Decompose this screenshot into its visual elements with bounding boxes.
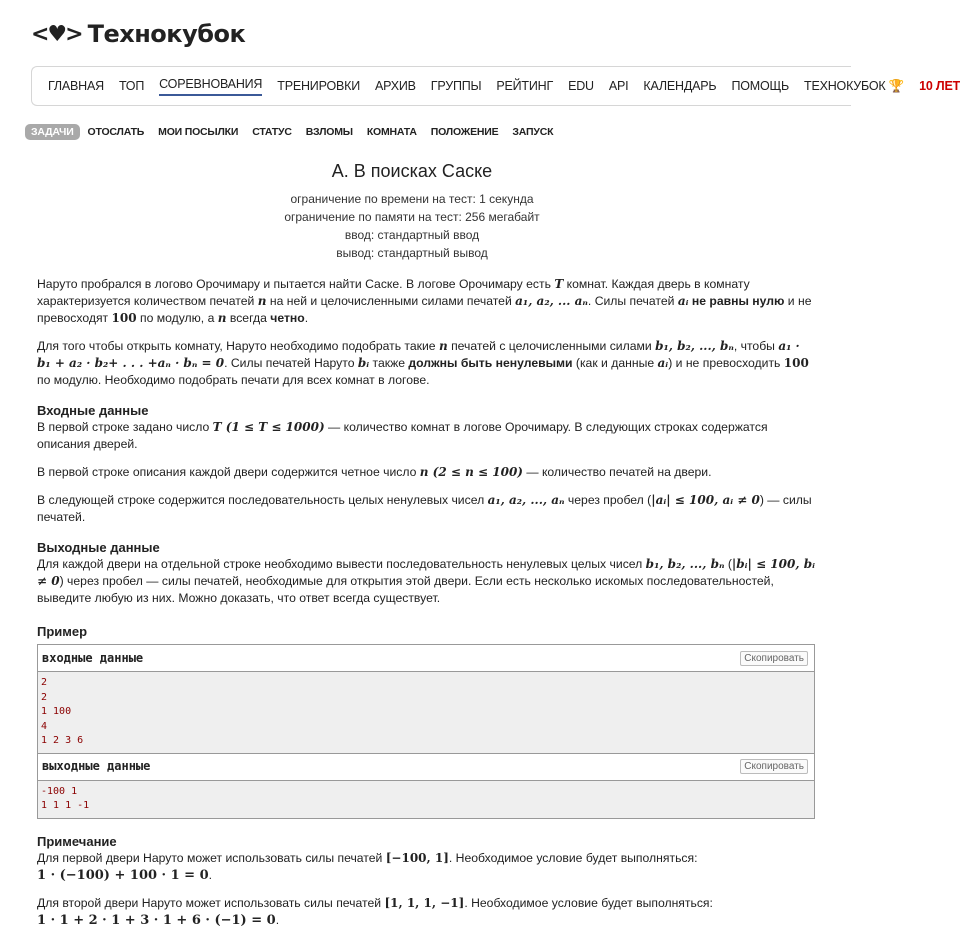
submenu-standings[interactable]: ПОЛОЖЕНИЕ [430,126,499,138]
text: . Необходимое условие будет выполняться: [464,895,713,910]
text: — количество печатей на двери. [522,465,712,479]
text: Для первой двери Наруто может использовать силы печатей [37,850,386,865]
text: по модулю, а [136,311,218,325]
sample-heading: Пример [37,624,88,639]
legend-paragraph-1 [37,276,815,327]
bold-text: должны быть ненулевыми [408,356,573,370]
menu-item-api[interactable]: API [608,79,629,93]
menu-item-help[interactable]: ПОМОЩЬ [731,79,790,93]
text: также [369,356,409,370]
math: b₁, b₂, ..., bₙ [645,557,725,571]
math: [−100, 1] [385,850,449,865]
text: комнат. Каждая дверь в комнату характеризуется количеством печатей [37,277,750,308]
text: Наруто пробрался в логово Орочимару и пытается найти Саске. В логове Орочимару есть [37,277,555,291]
output-spec-paragraph [37,556,815,607]
menu-item-top[interactable]: ТОП [118,79,145,93]
input-spec-heading: Входные данные [37,403,149,418]
menu-item-contests[interactable]: СОРЕВНОВАНИЯ [159,77,262,96]
math: 100 [111,311,137,325]
problem-statement [37,276,815,940]
text: . [304,311,309,325]
input-spec-paragraph-2 [37,464,815,481]
menu-item-calendar[interactable]: КАЛЕНДАРЬ [643,79,717,93]
math: aᵢ [677,294,689,308]
text: (как и данные [572,356,658,370]
menu-item-edu[interactable]: EDU [568,79,594,93]
text: Для второй двери Наруто может использовать силы печатей [37,895,385,910]
logo-text: Технокубок [87,20,246,48]
text: . Силы печатей Наруто [224,356,358,370]
submenu-custom-invocation[interactable]: ЗАПУСК [512,126,554,138]
submenu-problems[interactable]: ЗАДАЧИ [25,124,80,140]
output-file: вывод: стандартный вывод [336,246,488,260]
math: 1 · 1 + 2 · 1 + 3 · 1 + 6 · (−1) = 0 [37,912,276,928]
text: В первой строке задано число [37,420,213,434]
problem-header [0,161,824,262]
math: |bᵢ| ≤ 100, bᵢ ≠ 0 [37,557,815,588]
sample-input-text: 2 2 1 100 4 1 2 3 6 [38,672,814,753]
math: 1 · (−100) + 100 · 1 = 0 [37,867,209,883]
sample-output-label: выходные данные [42,759,151,773]
input-spec-paragraph-1 [37,419,815,453]
sample-input-label: входные данные [42,650,144,665]
input-file: ввод: стандартный ввод [344,228,480,242]
math: b₁, b₂, ..., bₙ [655,339,734,353]
math: n [257,294,267,308]
note-heading: Примечание [37,833,117,849]
menu-item-archive[interactable]: АРХИВ [374,79,416,93]
menu-item-home[interactable]: ГЛАВНАЯ [48,79,104,93]
text: ) и не превосходить [668,356,784,370]
input-spec-paragraph-3 [37,492,815,526]
main-menu [31,66,960,106]
math: a₁, a₂, ... aₙ [515,294,588,308]
menu-item-groups[interactable]: ГРУППЫ [430,79,482,93]
contest-submenu [25,124,561,140]
sample-output-header [38,753,814,781]
text: В следующей строке содержится последовательность целых ненулевых чисел [37,493,488,507]
math: T [554,277,564,291]
submenu-my-submissions[interactable]: МОИ ПОСЫЛКИ [158,126,239,138]
text: всегда [226,311,271,325]
menu-item-technocup[interactable]: ТЕХНОКУБОК 🏆 [804,78,905,93]
legend-paragraph-2 [37,338,815,389]
math: |aᵢ| ≤ 100, aᵢ ≠ 0 [651,493,760,507]
sample-test-box [37,644,815,819]
bold-text: не равны нулю [688,294,785,308]
text: и не превосходят [37,294,812,325]
text: , чтобы [733,339,779,353]
problem-title: A. В поисках Саске [331,161,493,181]
text: — количество комнат в логове Орочимару. В следующих строках содержатся описания дверей. [37,420,768,451]
copy-output-button[interactable]: Скопировать [740,759,808,774]
output-spec-heading: Выходные данные [37,540,160,555]
site-logo[interactable] [31,20,245,48]
sample-output-text: -100 1 1 1 1 -1 [38,781,814,818]
text: . Силы печатей [587,294,678,308]
math: n (2 ≤ n ≤ 100) [419,465,523,479]
math: n [438,339,448,353]
submenu-status[interactable]: СТАТУС [252,126,292,138]
math: n [217,311,227,325]
math: a₁ · b₁ + a₂ · b₂+ . . . +aₙ · bₙ = 0 [37,339,800,370]
text: . Необходимое условие будет выполняться: [448,850,698,865]
time-limit: ограничение по времени на тест: 1 секунда [290,192,534,206]
submenu-room[interactable]: КОМНАТА [366,126,417,138]
math: aᵢ [657,356,669,370]
submenu-hacks[interactable]: ВЗЛОМЫ [305,126,353,138]
sample-input-header [38,645,814,672]
note-paragraph-2: Для второй двери Наруто может использовать силы печатей [1, 1, 1, −1]. Необходимое условие будет выполняться: 1 · 1 + 2 · 1 + 3 · 1 + 6 · (−1) = 0. [37,895,713,928]
math: 100 [783,356,809,370]
text: на ней и целочисленными силами печатей [266,294,516,308]
memory-limit: ограничение по памяти на тест: 256 мегабайт [284,210,540,224]
copy-input-button[interactable]: Скопировать [740,651,808,666]
text: ( [724,557,732,571]
text: Для каждой двери на отдельной строке необходимо вывести последовательность ненулевых целых чисел [37,557,646,571]
text: Для того чтобы открыть комнату, Наруто необходимо подобрать такие [37,339,439,353]
submenu-submit[interactable]: ОТОСЛАТЬ [87,126,145,138]
math: bᵢ [357,356,370,370]
text: ) — силы печатей. [37,493,812,524]
menu-item-gym[interactable]: ТРЕНИРОВКИ [277,79,360,93]
math: T (1 ≤ T ≤ 1000) [212,420,325,434]
text: ) через пробел — силы печатей, необходимые для открытия этой двери. Если есть несколько искомых последовательностей, выведите любую из них. Можно доказать, что ответ всегда существует. [37,574,774,605]
text: В первой строке описания каждой двери содержится четное число [37,465,420,479]
menu-item-rating[interactable]: РЕЙТИНГ [496,79,554,93]
bold-text: четно [270,311,305,325]
text: печатей с целочисленными силами [447,339,656,353]
math: a₁, a₂, ..., aₙ [487,493,565,507]
text: по модулю. Необходимо подобрать печати для всех комнат в логове. [37,373,430,387]
text: через пробел ( [564,493,652,507]
math: [1, 1, 1, −1] [384,895,465,910]
logo-icon: <♥> [31,21,82,47]
note-paragraph-1: Для первой двери Наруто может использовать силы печатей [−100, 1]. Необходимое условие будет выполняться: 1 · (−100) + 100 · 1 = 0. [37,850,698,883]
menu-item-10-years[interactable]: 10 ЛЕТ [919,79,960,93]
